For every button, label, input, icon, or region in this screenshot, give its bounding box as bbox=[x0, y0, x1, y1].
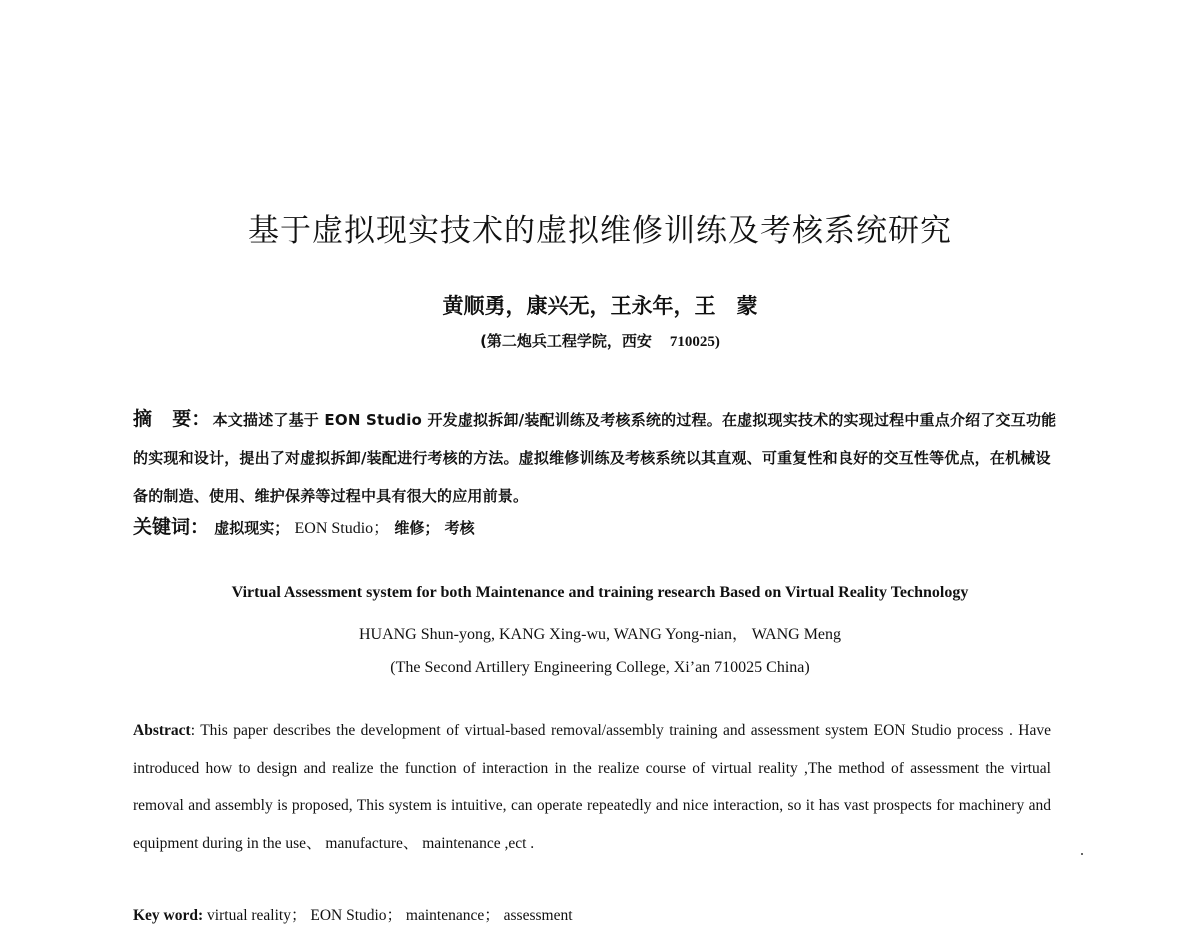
abstract-english-body: : This paper describes the development of virtual-based removal/assembly training and assessment system EON Studio process . Have introduced how to design and realize the function of interaction in the realize course of virtual reality ,The method of assessment the virtual removal and assembly is proposed, This system is intuitive, can operate repeatedly and nice interaction, so it has vast prospects for machinery and equipment during in the use、 manufacture、 maintenance ,ect . bbox=[133, 722, 1051, 852]
keyword-chinese-4: 考核 bbox=[444, 519, 475, 537]
abstract-chinese-label-2: 要： bbox=[172, 408, 211, 430]
authors-chinese: 黄顺勇，康兴无，王永年，王 蒙 bbox=[442, 294, 758, 318]
scan-speck bbox=[1081, 853, 1083, 855]
affiliation-english: (The Second Artillery Engineering College, Xi’an 710025 China) bbox=[390, 659, 810, 676]
abstract-chinese bbox=[133, 400, 1058, 515]
abstract-english-label: Abstract bbox=[133, 722, 191, 739]
keyword-chinese-2: EON Studio； bbox=[294, 520, 390, 537]
paper-title-chinese: 基于虚拟现实技术的虚拟维修训练及考核系统研究 bbox=[248, 213, 952, 249]
abstract-chinese-body: 本文描述了基于 EON Studio 开发虚拟拆卸/装配训练及考核系统的过程。在虚拟现实技术的实现过程中重点介绍了交互功能的实现和设计，提出了对虚拟拆卸/装配进行考核的方法。虚拟维修训练及考核系统以其直观、可重复性和良好的交互性等优点，在机械设备的制造、使用、维护保养等过程中具有很大的应用前景。 bbox=[133, 411, 1057, 505]
keyword-chinese-3: 维修； bbox=[394, 519, 440, 537]
authors-english: HUANG Shun-yong, KANG Xing-wu, WANG Yong-nian， WANG Meng bbox=[358, 626, 842, 643]
abstract-chinese-label-1: 摘 bbox=[133, 408, 153, 430]
paper-title-english: Virtual Assessment system for both Maintenance and training research Based on Virtual Reality Technology bbox=[231, 584, 969, 601]
keyword-chinese-1: 虚拟现实； bbox=[214, 519, 290, 537]
affiliation-chinese-postcode: 710025) bbox=[669, 334, 720, 350]
keywords-chinese bbox=[133, 512, 1058, 539]
affiliation-chinese-text: (第二炮兵工程学院，西安 bbox=[480, 332, 652, 350]
affiliation-chinese bbox=[0, 330, 1200, 351]
keywords-chinese-label: 关键词： bbox=[133, 516, 210, 538]
keywords-english bbox=[133, 903, 573, 925]
keywords-english-label: Key word: bbox=[133, 907, 204, 924]
abstract-english bbox=[133, 712, 1051, 862]
keywords-english-body: virtual reality； EON Studio； maintenance； assessment bbox=[203, 907, 573, 924]
